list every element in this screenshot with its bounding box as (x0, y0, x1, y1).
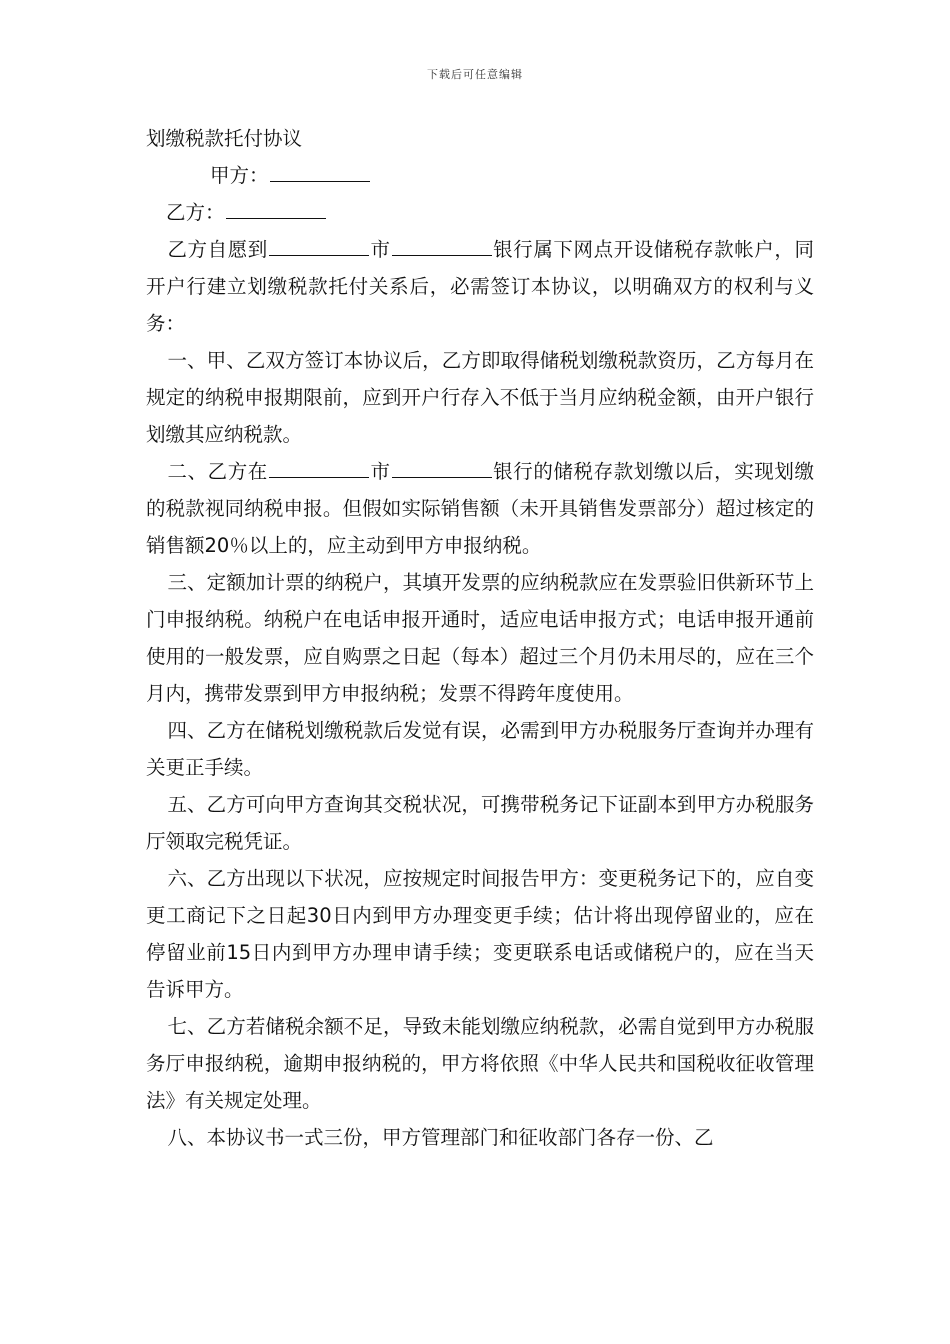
clause-2-text-3: 银行的储税存款划缴以后，实现划缴的税款视同纳税申报。但假如实际销售额（未开具销售发票部分）超过核定的销售额20％以上的，应主动到甲方申报纳税。 (146, 460, 814, 557)
party-a-label: 甲方： (210, 164, 269, 187)
clause-7: 七、乙方若储税余额不足，导致未能划缴应纳税款，必需自觉到甲方办税服务厅申报纳税，逾期申报纳税的，甲方将依照《中华人民共和国税收征收管理法》有关规定处理。 (146, 1015, 814, 1112)
bank-blank (392, 236, 492, 256)
clause-3: 三、定额加计票的纳税户，其填开发票的应纳税款应在发票验旧供新环节上门申报纳税。纳税户在电话申报开通时，适应电话申报方式；电话申报开通前使用的一般发票，应自购票之日起（每本）超过三个月仍未用尽的，应在三个月内，携带发票到甲方申报纳税；发票不得跨年度使用。 (146, 571, 814, 705)
clause-2 (146, 453, 814, 564)
clause-2-text-2: 市 (369, 460, 391, 483)
clause-4: 四、乙方在储税划缴税款后发觉有误，必需到甲方办税服务厅查询并办理有关更正手续。 (146, 719, 814, 779)
clause-5: 五、乙方可向甲方查询其交税状况，可携带税务记下证副本到甲方办税服务厅领取完税凭证。 (146, 793, 814, 853)
clause-2-city-blank (269, 458, 369, 478)
party-b-label: 乙方： (166, 201, 225, 224)
clause-2-text-1: 二、乙方在 (167, 460, 268, 483)
clause-1: 一、甲、乙双方签订本协议后，乙方即取得储税划缴税款资历，乙方每月在规定的纳税申报期限前，应到开户行存入不低于当月应纳税金额，由开户银行划缴其应纳税款。 (146, 349, 814, 446)
intro-text-1: 乙方自愿到 (167, 238, 268, 261)
intro-paragraph (146, 231, 814, 342)
agreement-document (146, 120, 814, 1156)
document-title: 划缴税款托付协议 (146, 127, 303, 150)
page-header-note: 下载后可任意编辑 (427, 68, 523, 81)
city-blank (269, 236, 369, 256)
clause-2-bank-blank (392, 458, 492, 478)
clause-8: 八、本协议书一式三份，甲方管理部门和征收部门各存一份、乙 (167, 1126, 714, 1149)
party-b-line (146, 194, 814, 231)
intro-text-2: 市 (369, 238, 391, 261)
intro-text-3: 银行属下网点开设储税存款帐户，同开户行建立划缴税款托付关系后，必需签订本协议，以明确双方的权利与义务： (146, 238, 814, 335)
party-a-line (146, 157, 814, 194)
party-a-blank (270, 162, 370, 182)
clause-6: 六、乙方出现以下状况，应按规定时间报告甲方：变更税务记下的，应自变更工商记下之日起30日内到甲方办理变更手续；估计将出现停留业的，应在停留业前15日内到甲方办理申请手续；变更联系电话或储税户的，应在当天告诉甲方。 (146, 867, 814, 1001)
party-b-blank (226, 199, 326, 219)
